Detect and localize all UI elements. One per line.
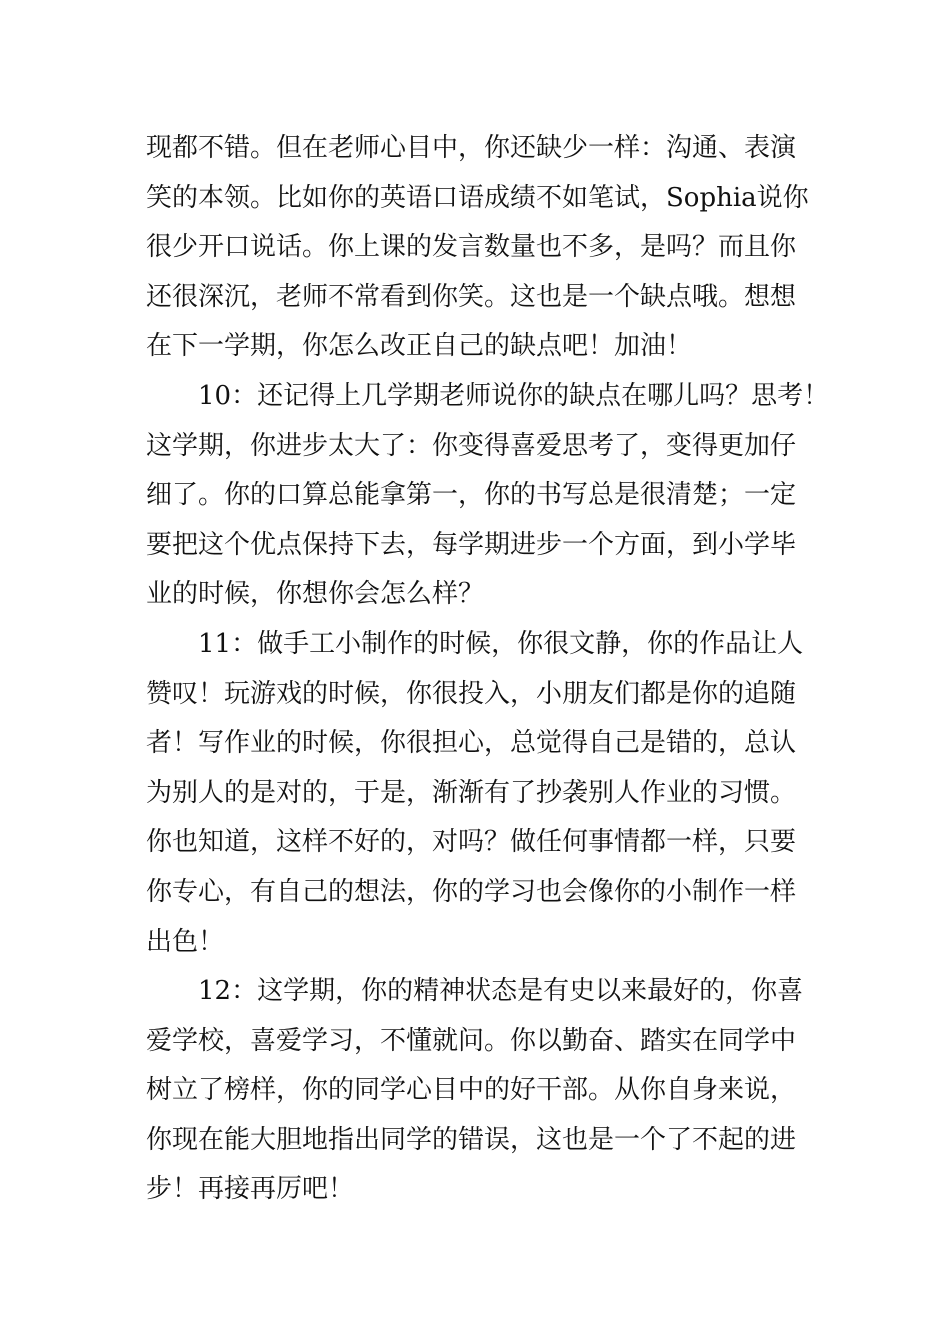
text-line: 这学期，你进步太大了：你变得喜爱思考了，变得更加仔	[146, 430, 797, 461]
text-line: 你专心，有自己的想法，你的学习也会像你的小制作一样	[146, 876, 797, 907]
text-line: 要把这个优点保持下去，每学期进步一个方面，到小学毕	[146, 529, 797, 560]
paragraph-start-line: 10：还记得上几学期老师说你的缺点在哪儿吗？思考！	[198, 380, 830, 411]
text-line: 你现在能大胆地指出同学的错误，这也是一个了不起的进	[146, 1124, 797, 1155]
text-line: 很少开口说话。你上课的发言数量也不多，是吗？而且你	[146, 232, 797, 263]
text-line: 在下一学期，你怎么改正自己的缺点吧！加油！	[146, 331, 693, 362]
text-line: 者！写作业的时候，你很担心，总觉得自己是错的，总认	[146, 728, 797, 759]
text-line: 现都不错。但在老师心目中，你还缺少一样：沟通、表演	[146, 133, 797, 163]
text-line: 爱学校，喜爱学习，不懂就问。你以勤奋、踏实在同学中	[146, 1025, 797, 1056]
text-line: 细了。你的口算总能拿第一，你的书写总是很清楚；一定	[146, 480, 797, 511]
text-line: 你也知道，这样不好的，对吗？做任何事情都一样，只要	[146, 827, 797, 858]
text-line: 笑的本领。比如你的英语口语成绩不如笔试，Sophia说你	[146, 182, 809, 213]
text-line: 赞叹！玩游戏的时候，你很投入，小朋友们都是你的追随	[146, 678, 797, 709]
text-line: 为别人的是对的，于是，渐渐有了抄袭别人作业的习惯。	[146, 777, 797, 808]
text-line: 步！再接再厉吧！	[146, 1174, 355, 1205]
text-line: 业的时候，你想你会怎么样？	[146, 579, 485, 610]
body-text	[146, 124, 830, 1215]
text-line: 还很深沉，老师不常看到你笑。这也是一个缺点哦。想想	[146, 281, 797, 312]
text-line: 出色！	[146, 926, 225, 957]
text-line: 树立了榜样，你的同学心目中的好干部。从你自身来说，	[146, 1075, 797, 1106]
paragraph-start-line: 11：做手工小制作的时候，你很文静，你的作品让人	[198, 628, 804, 659]
paragraph-start-line: 12：这学期，你的精神状态是有史以来最好的，你喜	[198, 976, 804, 1007]
